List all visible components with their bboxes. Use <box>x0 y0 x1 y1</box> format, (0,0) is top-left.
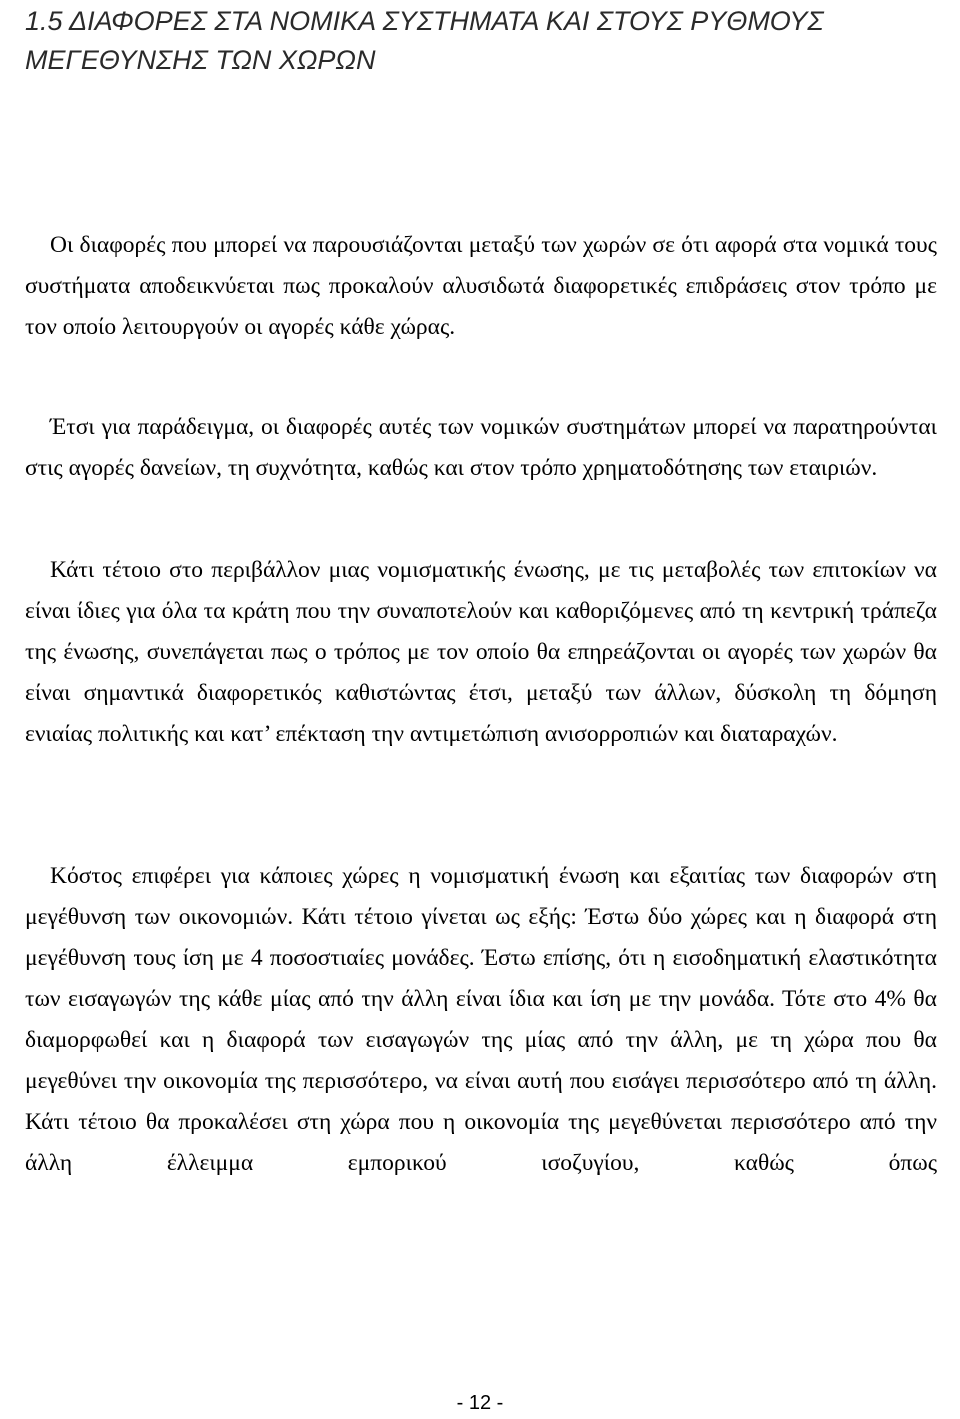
page-number-label: - 12 - <box>456 1392 504 1414</box>
paragraph-example: Έτσι για παράδειγμα, οι διαφορές αυτές των νομικών συστημάτων μπορεί να παρατηρούνται στις αγορές δανείων, τη συχνότητα, καθώς και στον τρόπο χρηματοδότησης των εταιριών. <box>25 414 937 481</box>
paragraph-legal-systems: Οι διαφορές που μπορεί να παρουσιάζονται μεταξύ των χωρών σε ότι αφορά στα νομικά τους συστήματα αποδεικνύεται πως προκαλούν αλυσιδωτά διαφορετικές επιδράσεις στον τρόπο με τον οποίο λειτουργούν οι αγορές κάθε χώρας. <box>25 232 937 340</box>
paragraph-growth-cost: Κόστος επιφέρει για κάποιες χώρες η νομισματική ένωση και εξαιτίας των διαφορών στη μεγέθυνση των οικονομιών. Κάτι τέτοιο γίνεται ως εξής: Έστω δύο χώρες και η διαφορά στη μεγέθυνση τους ίση με 4 ποσοστιαίες μονάδες. Έστω επίσης, ότι η εισοδηματική ελαστικότητα των εισαγωγών της κάθε μίας από την άλλη είναι ίδια και ίση με την μονάδα. Τότε στο 4% θα διαμορφωθεί και η διαφορά των εισαγωγών της μίας από την άλλη, με τη χώρα που θα μεγεθύνει την οικονομία της περισσότερο, να είναι αυτή που εισάγει περισσότερο από τη άλλη. Κάτι τέτοιο θα προκαλέσει στη χώρα που η οικονομία της μεγεθύνεται περισσότερο από την άλλη έλλειμμα εμπορικού ισοζυγίου, καθώς όπως <box>25 863 937 1176</box>
paragraph-monetary-union: Κάτι τέτοιο στο περιβάλλον μιας νομισματικής ένωσης, με τις μεταβολές των επιτοκίων να είναι ίδιες για όλα τα κράτη που την συναποτελούν και καθοριζόμενες από τη κεντρική τράπεζα της ένωσης, συνεπάγεται πως ο τρόπος με τον οποίο θα επηρεάζονται οι αγορές των χωρών θα είναι σημαντικά διαφορετικός καθιστώντας έτσι, μεταξύ των άλλων, δύσκολη τη δόμηση ενιαίας πολιτικής και κατ’ επέκταση την αντιμετώπιση ανισορροπιών και διαταραχών. <box>25 557 937 747</box>
page-number <box>0 1390 960 1416</box>
section-heading: 1.5 ΔΙΑΦΟΡΕΣ ΣΤΑ ΝΟΜΙΚΑ ΣΥΣΤΗΜΑΤΑ ΚΑΙ ΣΤΟΥΣ ΡΥΘΜΟΥΣ ΜΕΓΕΘΥΝΣΗΣ ΤΩΝ ΧΩΡΩΝ <box>25 6 824 75</box>
